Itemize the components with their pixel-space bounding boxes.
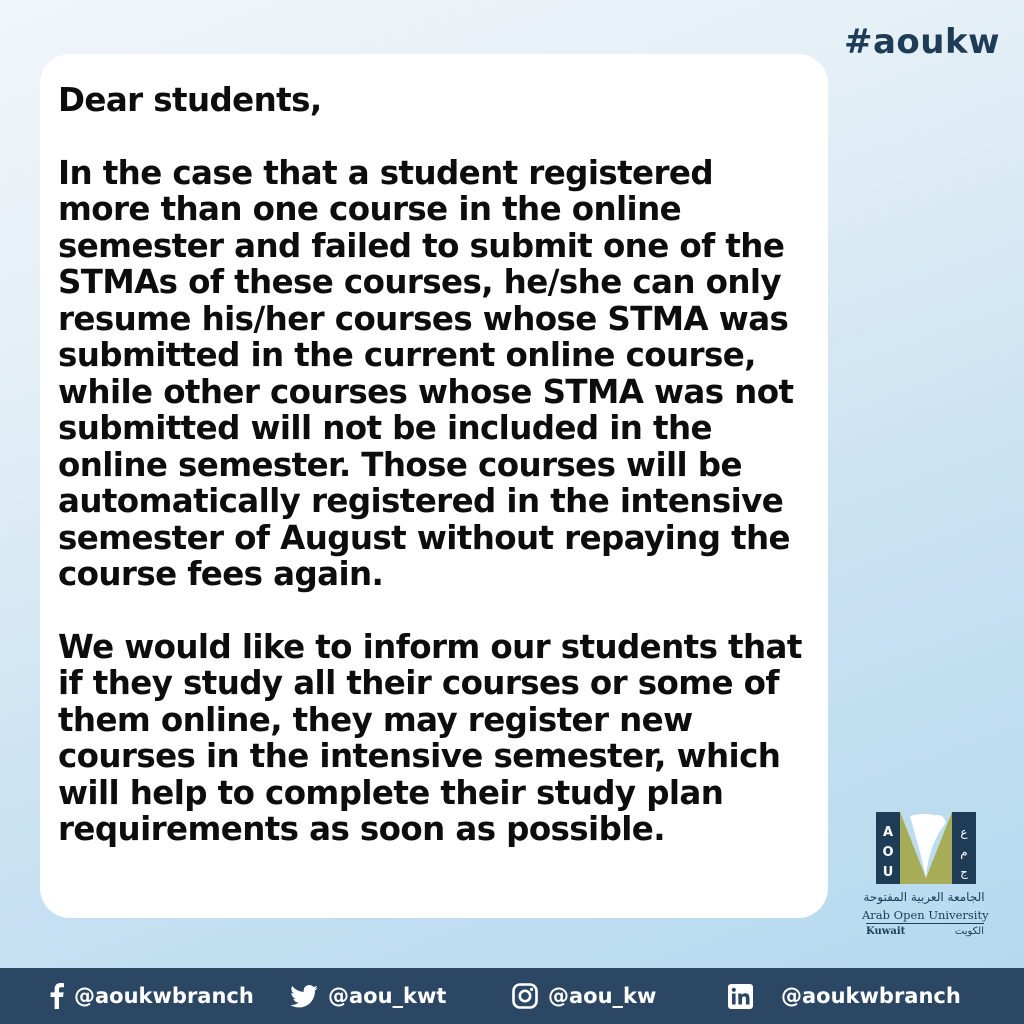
linkedin-link[interactable] [728, 968, 961, 1024]
linkedin-icon [728, 984, 753, 1009]
svg-text:O: O [882, 845, 894, 860]
notice-paragraph-1: In the case that a student registered more than one course in the online semester and failed to submit one of the STMAs of these courses, he/she can only resume his/her courses whose STMA was submitted in the current online course, while other courses whose STMA was not submitted will not be included in the online semester. Those courses will be automatically registered in the intensive semester of August without repaying the course fees again. [58, 153, 794, 593]
logo-branch-en: Kuwait [866, 926, 906, 937]
aou-logo [862, 808, 990, 942]
instagram-handle: @aou_kw [548, 984, 657, 1008]
linkedin-handle: @aoukwbranch [781, 984, 961, 1008]
instagram-icon [512, 983, 538, 1009]
greeting: Dear students, [58, 81, 322, 119]
svg-text:ج: ج [960, 865, 968, 879]
svg-text:A: A [882, 825, 894, 840]
facebook-icon [50, 983, 64, 1009]
logo-divider [866, 923, 984, 924]
aou-logo-mark-icon [876, 808, 976, 888]
notice-paragraph-2: We would like to inform our students that if they study all their courses or some of them online, they may register new courses in the intensive semester, which will help to complete their study plan requirements as soon as possible. [58, 627, 802, 848]
facebook-handle: @aoukwbranch [74, 984, 254, 1008]
twitter-link[interactable] [290, 968, 446, 1024]
twitter-handle: @aou_kwt [328, 984, 447, 1008]
logo-arabic-name: الجامعة العربية المفتوحة [863, 890, 985, 904]
svg-text:U: U [882, 865, 894, 880]
social-footer [0, 968, 1024, 1024]
notice-card [40, 54, 828, 918]
svg-text:م: م [960, 845, 968, 859]
logo-english-name: Arab Open University [862, 908, 989, 922]
facebook-link[interactable] [50, 968, 254, 1024]
twitter-icon [290, 985, 318, 1008]
svg-text:ع: ع [960, 825, 968, 839]
logo-branch-ar: الكويت [954, 926, 984, 937]
instagram-link[interactable] [512, 968, 656, 1024]
hashtag: #aoukw [843, 22, 1000, 62]
